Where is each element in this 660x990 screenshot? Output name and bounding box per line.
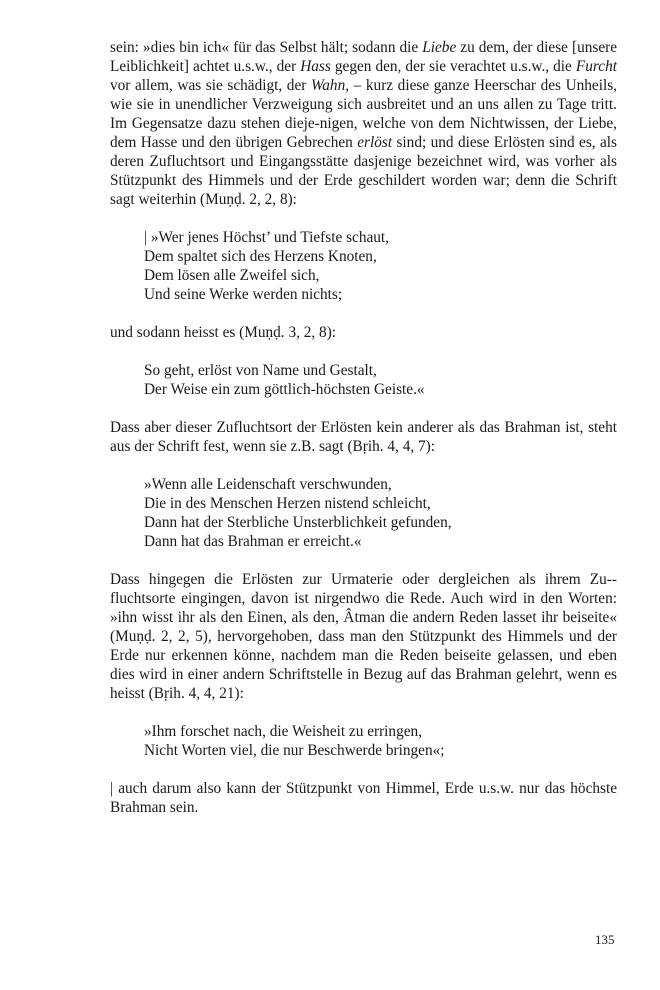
verse-block-1 xyxy=(110,228,617,304)
emphasis-liebe: Liebe xyxy=(422,39,457,56)
verse-line: Dann hat das Brahman er erreicht.« xyxy=(144,533,362,550)
verse-line: Dann hat der Sterbliche Unsterblichkeit gefunden, xyxy=(144,514,452,531)
verse-line: Und seine Werke werden nichts; xyxy=(144,286,343,303)
paragraph-3: Dass aber dieser Zufluchtsort der Erlösten kein anderer als das Brahman ist, steht aus der Schrift fest, wenn sie z.B. sagt (Bṛih. 4, 4, 7): xyxy=(110,419,617,455)
paragraph-5: | auch darum also kann der Stützpunkt von Himmel, Erde u.s.w. nur das höchste Brahman sein. xyxy=(110,780,617,816)
verse-block-4 xyxy=(110,722,617,760)
verse-line: Nicht Worten viel, die nur Beschwerde bringen«; xyxy=(144,742,445,759)
page-number: 135 xyxy=(595,932,615,947)
verse-line: | »Wer jenes Höchst’ und Tiefste schaut, xyxy=(144,229,389,246)
emphasis-hass: Hass xyxy=(300,58,331,75)
verse-line: »Wenn alle Leidenschaft verschwunden, xyxy=(144,476,392,493)
verse-line: Die in des Menschen Herzen nistend schleicht, xyxy=(144,495,431,512)
emphasis-wahn: Wahn, xyxy=(310,77,350,94)
verse-line: »Ihm forschet nach, die Weisheit zu erringen, xyxy=(144,723,422,740)
verse-line: Dem lösen alle Zweifel sich, xyxy=(144,267,320,284)
verse-block-2 xyxy=(110,361,617,399)
paragraph-1: sein: »dies bin ich« für das Selbst hält; sodann die Liebe zu dem, der diese [unsere Leiblichkeit] achtet u.s.w., der Hass gegen den, der sie verachtet u.s.w., die Furcht vor allem, was sie schädigt, der Wahn, – kurz diese ganze Heerschar des Unheils, wie sie in unendlicher Verzweigung sich ausbreitet und an uns allen zu Tage tritt. Im Gegensatze dazu stehen dieje-nigen, welche von dem Nichtwissen, der Liebe, dem Hasse und den übrigen Gebrechen erlöst sind; und diese Erlösten sind es, als deren Zufluchtsort und Eingangsstätte dasjenige bezeichnet wird, was vorher als Stützpunkt des Himmels und der Erde geschildert worden war; denn die Schrift sagt weiterhin (Muṇḍ. 2, 2, 8): xyxy=(110,39,617,208)
verse-line: Der Weise ein zum göttlich-höchsten Geiste.« xyxy=(144,381,425,398)
paragraph-4: Dass hingegen die Erlösten zur Urmaterie oder dergleichen als ihrem Zu-fluchtsorte eingingen, davon ist nirgendwo die Rede. Auch wird in den Worten: »ihn wisst ihr als den Einen, als den, Âtman die andern Reden lasset ihr beiseite« (Muṇḍ. 2, 2, 5), hervorgehoben, dass man den Stützpunkt des Himmels und der Erde nur erkennen könne, nachdem man die Reden beiseite gelassen, und eben dies wird in einer andern Schriftstelle in Bezug auf das Brahman gelehrt, wenn es heisst (Bṛih. 4, 4, 21): xyxy=(110,571,617,702)
verse-line: So geht, erlöst von Name und Gestalt, xyxy=(144,362,377,379)
paragraph-2: und sodann heisst es (Muṇḍ. 3, 2, 8): xyxy=(110,324,337,341)
page-body xyxy=(110,38,617,817)
emphasis-erloest: erlöst xyxy=(357,134,393,151)
verse-block-3 xyxy=(110,475,617,551)
verse-line: Dem spaltet sich des Herzens Knoten, xyxy=(144,248,377,265)
emphasis-furcht: Furcht xyxy=(575,58,617,75)
